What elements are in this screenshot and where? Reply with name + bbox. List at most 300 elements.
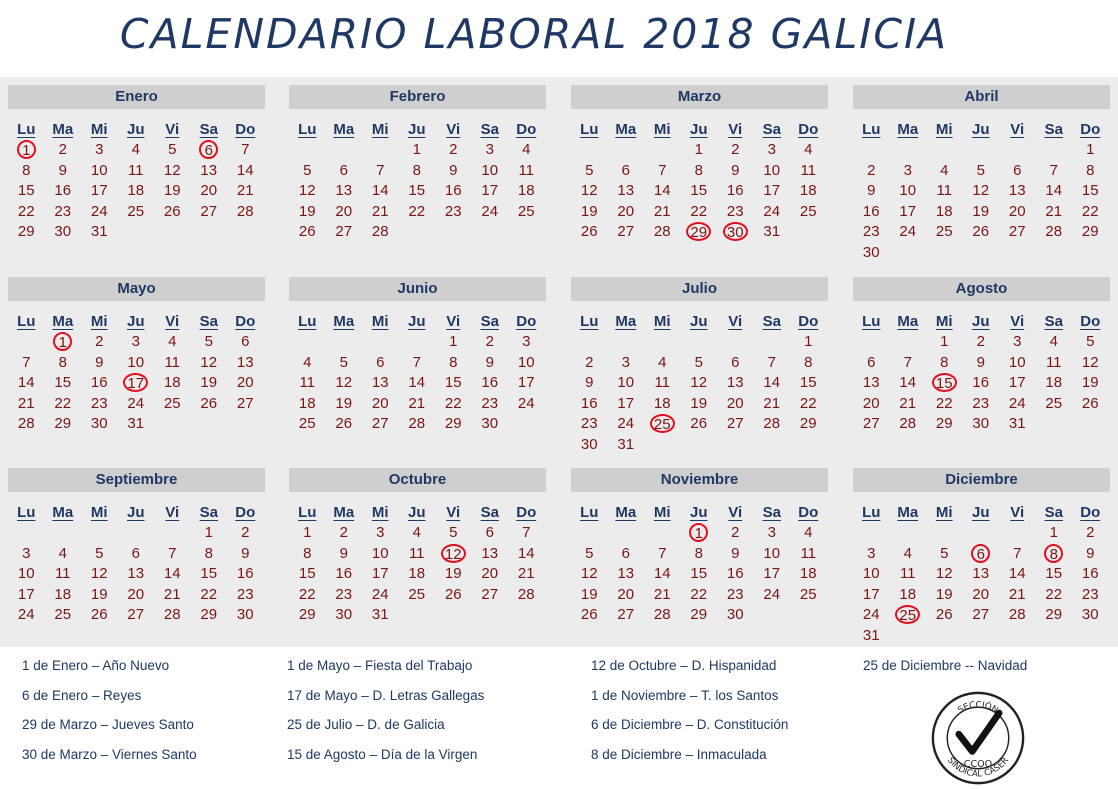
day-number: 27 xyxy=(972,606,990,624)
day-number: 18 xyxy=(517,182,535,200)
day-number: 18 xyxy=(653,394,671,412)
day-number: 14 xyxy=(408,374,426,392)
day-cell xyxy=(326,414,363,435)
day-cell xyxy=(754,373,791,394)
day-cell xyxy=(963,161,1000,182)
day-number: 3 xyxy=(485,141,494,158)
day-cell xyxy=(754,414,791,435)
weekday-label: Do xyxy=(798,121,819,138)
day-number: 5 xyxy=(204,333,213,350)
day-number: 24 xyxy=(899,223,917,241)
holiday-legend-col-3 xyxy=(591,656,788,774)
day-number: 1 xyxy=(53,332,72,351)
day-cell xyxy=(754,353,791,374)
weekday-header-row xyxy=(8,503,265,523)
day-cell xyxy=(289,353,326,374)
day-cell xyxy=(472,523,509,544)
holiday-day-cell xyxy=(644,414,681,435)
day-cell xyxy=(191,605,228,626)
day-number: 19 xyxy=(444,565,462,583)
day-number: 30 xyxy=(723,222,748,241)
day-number: 21 xyxy=(236,182,254,200)
day-grid xyxy=(571,523,828,626)
day-cell xyxy=(853,181,890,202)
day-cell xyxy=(1072,202,1109,223)
day-number: 28 xyxy=(653,606,671,624)
day-cell xyxy=(1036,585,1073,606)
empty-day-cell xyxy=(999,140,1036,161)
day-number: 6 xyxy=(621,161,630,179)
weekday-label: Vi xyxy=(728,121,743,138)
weekday-label: Sa xyxy=(199,504,218,521)
weekday-label: Ma xyxy=(615,121,637,138)
day-cell xyxy=(118,140,155,161)
day-number: 29 xyxy=(298,606,316,624)
day-number: 22 xyxy=(1045,585,1063,603)
weekday-label: Vi xyxy=(728,313,743,330)
day-number: 30 xyxy=(1081,606,1099,624)
day-cell xyxy=(8,585,45,606)
day-number: 11 xyxy=(299,374,316,392)
day-cell xyxy=(608,222,645,243)
weekday-label: Lu xyxy=(298,121,317,138)
day-number: 16 xyxy=(481,374,499,392)
day-cell xyxy=(1072,222,1109,243)
empty-day-cell xyxy=(926,523,963,544)
page-title: CALENDARIO LABORAL 2018 GALICIA xyxy=(119,10,949,58)
calendar-panel xyxy=(0,77,1118,647)
weekday-label: Do xyxy=(516,313,537,330)
day-number: 28 xyxy=(1045,223,1063,241)
day-cell xyxy=(999,585,1036,606)
day-cell xyxy=(1072,181,1109,202)
day-number: 23 xyxy=(481,394,499,412)
day-number: 18 xyxy=(54,585,72,603)
day-cell xyxy=(435,585,472,606)
day-cell xyxy=(81,181,118,202)
day-cell xyxy=(681,605,718,626)
day-number: 15 xyxy=(408,182,426,200)
day-number: 16 xyxy=(972,374,990,392)
day-number: 9 xyxy=(731,544,740,562)
day-number: 25 xyxy=(408,585,426,603)
day-cell xyxy=(8,202,45,223)
day-cell xyxy=(999,202,1036,223)
weekday-label: Do xyxy=(798,313,819,330)
day-cell xyxy=(227,332,264,353)
day-cell xyxy=(963,332,1000,353)
day-number: 21 xyxy=(653,202,671,220)
day-number: 26 xyxy=(935,606,953,624)
day-number: 9 xyxy=(867,182,876,200)
day-cell xyxy=(681,414,718,435)
day-number: 20 xyxy=(371,394,389,412)
weekday-label: Ju xyxy=(689,121,708,138)
weekday-label: Sa xyxy=(1044,121,1063,138)
day-cell xyxy=(508,181,545,202)
day-cell xyxy=(571,435,608,456)
day-cell xyxy=(571,202,608,223)
day-cell xyxy=(754,585,791,606)
day-cell xyxy=(227,140,264,161)
day-cell xyxy=(154,202,191,223)
weekday-label: Ma xyxy=(897,504,919,521)
day-cell xyxy=(118,394,155,415)
empty-day-cell xyxy=(853,140,890,161)
weekday-label: Ma xyxy=(615,313,637,330)
day-cell xyxy=(644,353,681,374)
day-number: 9 xyxy=(585,374,594,392)
day-number: 23 xyxy=(236,585,254,603)
day-cell xyxy=(963,394,1000,415)
day-number: 5 xyxy=(168,141,177,158)
weekday-label: Mi xyxy=(935,121,953,138)
day-number: 21 xyxy=(17,394,35,412)
day-number: 4 xyxy=(940,161,949,179)
day-cell xyxy=(118,161,155,182)
day-number: 26 xyxy=(1081,394,1099,412)
weekday-label: Sa xyxy=(762,121,781,138)
empty-day-cell xyxy=(963,523,1000,544)
month-junio xyxy=(289,277,546,435)
empty-day-cell xyxy=(8,523,45,544)
day-number: 26 xyxy=(972,223,990,241)
day-number: 5 xyxy=(339,353,348,371)
day-cell xyxy=(435,394,472,415)
day-cell xyxy=(227,564,264,585)
day-cell xyxy=(571,394,608,415)
day-number: 25 xyxy=(799,585,817,603)
month-header: Octubre xyxy=(289,468,546,492)
day-number: 31 xyxy=(617,435,635,453)
day-cell xyxy=(326,222,363,243)
day-cell xyxy=(853,161,890,182)
legend-item: 30 de Marzo – Viernes Santo xyxy=(22,746,197,762)
weekday-label: Mi xyxy=(371,313,389,330)
day-cell xyxy=(853,243,890,264)
day-number: 19 xyxy=(690,394,708,412)
weekday-label: Lu xyxy=(580,121,599,138)
day-number: 22 xyxy=(298,585,316,603)
weekday-header-row xyxy=(571,312,828,332)
day-number: 8 xyxy=(804,353,813,371)
day-number: 7 xyxy=(903,353,912,371)
day-number: 29 xyxy=(1045,606,1063,624)
day-cell xyxy=(571,414,608,435)
day-number: 24 xyxy=(481,202,499,220)
day-cell xyxy=(717,140,754,161)
day-cell xyxy=(227,605,264,626)
day-number: 23 xyxy=(972,394,990,412)
day-number: 19 xyxy=(298,202,316,220)
day-number: 21 xyxy=(371,202,389,220)
day-number: 19 xyxy=(200,374,218,392)
day-cell xyxy=(8,544,45,565)
day-cell xyxy=(926,414,963,435)
day-cell xyxy=(717,544,754,565)
day-cell xyxy=(8,605,45,626)
month-header: Septiembre xyxy=(8,468,265,492)
day-cell xyxy=(289,202,326,223)
day-cell xyxy=(154,394,191,415)
day-number: 27 xyxy=(1008,223,1026,241)
weekday-label: Lu xyxy=(17,313,36,330)
day-number: 19 xyxy=(335,394,353,412)
day-number: 23 xyxy=(54,202,72,220)
day-cell xyxy=(362,202,399,223)
day-cell xyxy=(1072,544,1109,565)
day-cell xyxy=(435,523,472,544)
day-cell xyxy=(45,161,82,182)
empty-day-cell xyxy=(890,140,927,161)
day-number: 3 xyxy=(867,544,876,562)
day-number: 27 xyxy=(236,394,254,412)
day-number: 17 xyxy=(1008,374,1026,392)
day-number: 4 xyxy=(804,141,813,158)
day-number: 14 xyxy=(1045,182,1063,200)
day-number: 24 xyxy=(371,585,389,603)
day-number: 14 xyxy=(899,374,917,392)
day-number: 18 xyxy=(799,565,817,583)
day-number: 7 xyxy=(376,161,385,179)
legend-item: 15 de Agosto – Día de la Virgen xyxy=(287,746,478,762)
day-cell xyxy=(853,544,890,565)
day-number: 8 xyxy=(694,161,703,179)
day-cell xyxy=(571,222,608,243)
day-cell xyxy=(608,353,645,374)
day-grid xyxy=(289,332,546,435)
day-number: 9 xyxy=(339,544,348,562)
day-number: 1 xyxy=(940,333,949,350)
day-cell xyxy=(399,353,436,374)
day-number: 7 xyxy=(767,353,776,371)
holiday-day-cell xyxy=(191,140,228,161)
day-cell xyxy=(362,605,399,626)
weekday-label: Lu xyxy=(862,313,881,330)
day-number: 16 xyxy=(862,202,880,220)
day-number: 5 xyxy=(976,161,985,179)
day-number: 3 xyxy=(767,524,776,541)
day-number: 13 xyxy=(617,565,635,583)
day-cell xyxy=(1072,140,1109,161)
weekday-label: Ma xyxy=(897,313,919,330)
day-cell xyxy=(289,373,326,394)
day-number: 27 xyxy=(200,202,218,220)
day-number: 10 xyxy=(617,374,635,392)
day-number: 12 xyxy=(335,374,353,392)
day-number: 24 xyxy=(127,394,145,412)
day-number: 5 xyxy=(585,161,594,179)
day-cell xyxy=(644,394,681,415)
day-cell xyxy=(681,373,718,394)
weekday-label: Ma xyxy=(615,504,637,521)
day-number: 11 xyxy=(800,544,817,562)
day-cell xyxy=(227,373,264,394)
day-number: 16 xyxy=(335,565,353,583)
day-cell xyxy=(926,161,963,182)
day-cell xyxy=(362,181,399,202)
day-number: 14 xyxy=(236,161,254,179)
day-cell xyxy=(754,544,791,565)
day-cell xyxy=(154,605,191,626)
day-grid xyxy=(571,140,828,243)
day-cell xyxy=(717,202,754,223)
day-number: 7 xyxy=(241,141,250,158)
weekday-label: Ju xyxy=(971,504,990,521)
day-number: 13 xyxy=(726,374,744,392)
day-grid xyxy=(853,523,1110,647)
day-number: 24 xyxy=(1008,394,1026,412)
day-cell xyxy=(890,544,927,565)
day-number: 12 xyxy=(580,182,598,200)
day-cell xyxy=(644,202,681,223)
day-cell xyxy=(8,414,45,435)
day-cell xyxy=(508,202,545,223)
day-cell xyxy=(154,544,191,565)
weekday-label: Lu xyxy=(298,504,317,521)
day-number: 6 xyxy=(1013,161,1022,179)
day-cell xyxy=(608,181,645,202)
day-cell xyxy=(681,181,718,202)
day-number: 10 xyxy=(481,161,499,179)
day-number: 3 xyxy=(903,161,912,179)
empty-day-cell xyxy=(571,523,608,544)
day-cell xyxy=(890,394,927,415)
day-number: 8 xyxy=(303,544,312,562)
day-number: 22 xyxy=(17,202,35,220)
day-cell xyxy=(999,332,1036,353)
day-cell xyxy=(1036,161,1073,182)
weekday-header-row xyxy=(571,503,828,523)
day-grid xyxy=(853,332,1110,435)
checkmark-icon xyxy=(959,713,999,751)
day-number: 6 xyxy=(971,544,990,563)
day-number: 2 xyxy=(731,524,740,541)
day-cell xyxy=(399,181,436,202)
day-number: 25 xyxy=(895,605,920,624)
day-cell xyxy=(1072,353,1109,374)
day-number: 21 xyxy=(653,585,671,603)
day-cell xyxy=(191,564,228,585)
day-cell xyxy=(1072,373,1109,394)
day-number: 20 xyxy=(200,182,218,200)
weekday-label: Sa xyxy=(480,313,499,330)
day-number: 15 xyxy=(690,565,708,583)
day-cell xyxy=(717,564,754,585)
day-number: 22 xyxy=(200,585,218,603)
day-number: 30 xyxy=(862,243,880,261)
day-cell xyxy=(191,161,228,182)
day-cell xyxy=(289,161,326,182)
day-cell xyxy=(362,544,399,565)
day-number: 12 xyxy=(972,182,990,200)
day-cell xyxy=(508,332,545,353)
weekday-header-row xyxy=(289,312,546,332)
day-cell xyxy=(754,202,791,223)
day-cell xyxy=(45,544,82,565)
day-number: 19 xyxy=(972,202,990,220)
empty-day-cell xyxy=(853,523,890,544)
day-cell xyxy=(754,161,791,182)
day-cell xyxy=(608,161,645,182)
day-number: 12 xyxy=(580,565,598,583)
day-cell xyxy=(326,605,363,626)
day-number: 28 xyxy=(517,585,535,603)
day-number: 8 xyxy=(1044,544,1063,563)
day-cell xyxy=(890,161,927,182)
day-number: 5 xyxy=(694,353,703,371)
day-cell xyxy=(227,353,264,374)
day-cell xyxy=(45,202,82,223)
day-cell xyxy=(853,414,890,435)
day-cell xyxy=(227,202,264,223)
day-cell xyxy=(399,564,436,585)
weekday-label: Mi xyxy=(653,121,671,138)
day-cell xyxy=(681,140,718,161)
day-cell xyxy=(999,564,1036,585)
empty-day-cell xyxy=(644,140,681,161)
day-number: 10 xyxy=(763,544,781,562)
day-number: 5 xyxy=(585,544,594,562)
day-cell xyxy=(227,544,264,565)
day-cell xyxy=(289,394,326,415)
day-cell xyxy=(790,523,827,544)
legend-item: 8 de Diciembre – Inmaculada xyxy=(591,746,767,762)
weekday-label: Ju xyxy=(126,504,145,521)
day-cell xyxy=(472,544,509,565)
day-number: 24 xyxy=(90,202,108,220)
day-cell xyxy=(1036,394,1073,415)
day-number: 15 xyxy=(444,374,462,392)
day-cell xyxy=(45,394,82,415)
day-cell xyxy=(81,202,118,223)
day-cell xyxy=(326,353,363,374)
day-number: 16 xyxy=(726,565,744,583)
day-number: 7 xyxy=(412,353,421,371)
day-cell xyxy=(472,140,509,161)
weekday-label: Sa xyxy=(1044,313,1063,330)
day-number: 22 xyxy=(1081,202,1099,220)
weekday-label: Ma xyxy=(333,313,355,330)
day-cell xyxy=(326,161,363,182)
month-header: Marzo xyxy=(571,85,828,109)
day-cell xyxy=(508,523,545,544)
day-cell xyxy=(890,564,927,585)
legend-item: 1 de Enero – Año Nuevo xyxy=(22,658,170,673)
day-cell xyxy=(1072,585,1109,606)
weekday-label: Do xyxy=(235,121,256,138)
day-cell xyxy=(608,435,645,456)
day-cell xyxy=(118,414,155,435)
day-cell xyxy=(999,161,1036,182)
day-cell xyxy=(399,585,436,606)
empty-day-cell xyxy=(1036,140,1073,161)
day-cell xyxy=(118,544,155,565)
day-number: 13 xyxy=(481,544,499,562)
day-cell xyxy=(644,564,681,585)
month-header: Noviembre xyxy=(571,468,828,492)
day-number: 7 xyxy=(1013,544,1022,562)
day-number: 7 xyxy=(522,524,531,541)
day-cell xyxy=(435,414,472,435)
day-number: 8 xyxy=(412,161,421,179)
day-cell xyxy=(790,353,827,374)
holiday-legend-col-2 xyxy=(287,656,484,774)
weekday-label: Vi xyxy=(1010,313,1025,330)
empty-day-cell xyxy=(853,332,890,353)
day-number: 13 xyxy=(236,353,254,371)
day-number: 11 xyxy=(127,161,144,179)
